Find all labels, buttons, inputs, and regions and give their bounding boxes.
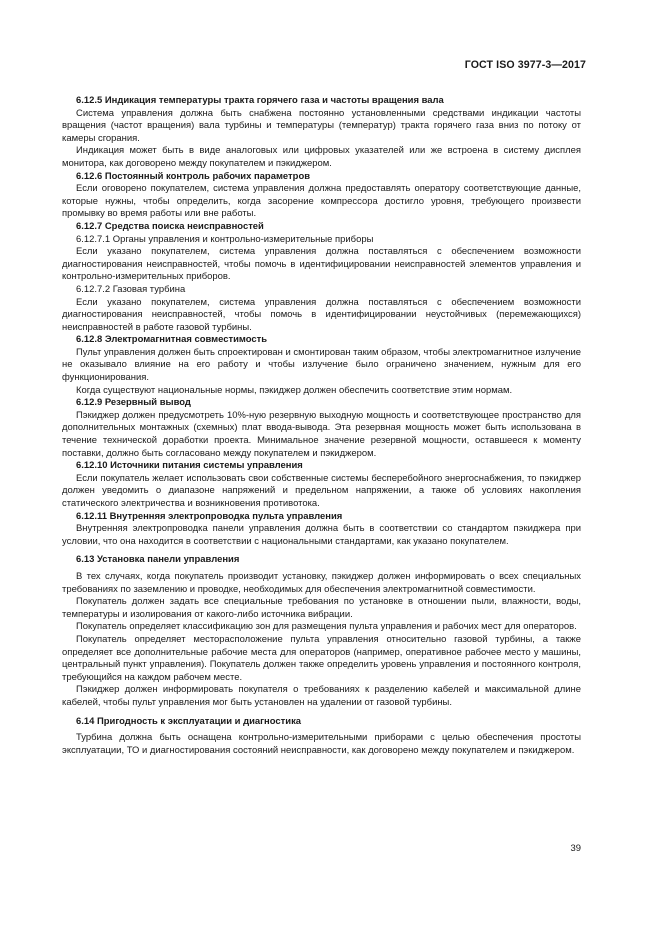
- paragraph: Покупатель должен задать все специальные требования по установке в отношении пыли, влажности, воды, температуры и изолирования от какого-либо источника вибрации.: [62, 596, 581, 620]
- paragraph: Когда существуют национальные нормы, пэкиджер должен обеспечить соответствие этим нормам.: [76, 384, 513, 396]
- paragraph: Турбина должна быть оснащена контрольно-измерительными приборами с целью обеспечения простоты эксплуатации, ТО и диагностирования состояний неисправности, как договорено между покупателем и пэкиджером.: [62, 732, 581, 756]
- subsection-heading-6-12-7-1: 6.12.7.1 Органы управления и контрольно-измерительные приборы: [76, 233, 374, 245]
- paragraph: Пульт управления должен быть спроектирован и смонтирован таким образом, чтобы электромагнитное излучение не оказывало влияние на его работу и чтобы излучение было ограничено значением, нужным для его функционирования.: [62, 346, 581, 384]
- section-heading-6-12-6: 6.12.6 Постоянный контроль рабочих параметров: [76, 170, 311, 182]
- section-heading-6-12-7: 6.12.7 Средства поиска неисправностей: [76, 220, 264, 232]
- paragraph: Если оговорено покупателем, система управления должна предоставлять оператору соответствующие данные, которые нужны, чтобы определить, когда засорение компрессора достигло уровня, требующего произвести промывку во время работы или вне работы.: [62, 183, 581, 220]
- paragraph: Если указано покупателем, система управления должна поставляться с обеспечением возможности диагностирования неисправностей, чтобы помочь в идентифицировании неустойчивых (перемежающихся) неисправностей в работе газовой турбины.: [62, 296, 581, 333]
- paragraph: Пэкиджер должен предусмотреть 10%-ную резервную выходную мощность и соответствующее пространство для дополнительных монтажных (схемных) плат ввода-вывода. Эта резервная мощность может быть использована в течение технической доработки проекта. Минимальное значение резервной мощности, оставшееся к моменту поставки, должно быть согласовано между покупателем и пэкиджером.: [62, 409, 581, 459]
- subsection-heading-6-12-7-2: 6.12.7.2 Газовая турбина: [76, 283, 186, 295]
- paragraph: Индикация может быть в виде аналоговых или цифровых указателей или же встроена в систему дисплея монитора, как договорено между покупателем и пэкиджером.: [62, 145, 581, 169]
- section-heading-6-12-10: 6.12.10 Источники питания системы управления: [76, 460, 303, 472]
- paragraph: В тех случаях, когда покупатель производит установку, пэкиджер должен информировать о всех специальных требованиях по заземлению и проводке, необходимых для обеспечения электромагнитной совместимости.: [62, 570, 581, 595]
- section-heading-6-13: 6.13 Установка панели управления: [76, 554, 240, 566]
- paragraph: Система управления должна быть снабжена постоянно установленными средствами индикации частоты вращения (частот вращения) вала турбины и температуры (температур) тракта горячего газа вниз по потоку от камеры сгорания.: [62, 107, 581, 144]
- section-heading-6-12-8: 6.12.8 Электромагнитная совместимость: [76, 334, 268, 346]
- paragraph: Пэкиджер должен информировать покупателя о требованиях к разделению кабелей и максимальной длине кабелей, чтобы пульт управления мог быть установлен на удалении от газовой турбины.: [62, 684, 581, 708]
- section-heading-6-12-5: 6.12.5 Индикация температуры тракта горячего газа и частоты вращения вала: [76, 95, 444, 106]
- document-body: [62, 95, 581, 757]
- paragraph: Покупатель определяет месторасположение пульта управления относительно газовой турбины, а также определяет все дополнительные рабочие места для операторов (например, оперативное рабочее место у машины, центральный пункт управления). Покупатель должен также определить уровень управления и постоянного контроля, требующийся на каждом рабочем месте.: [62, 633, 581, 683]
- paragraph: Покупатель определяет классификацию зон для размещения пульта управления и рабочих мест для операторов.: [76, 621, 577, 633]
- paragraph: Если покупатель желает использовать свои собственные системы бесперебойного энергоснабжения, то пэкиджер должен уведомить о диапазоне напряжений и предельном напряжении, а также об условиях накопления статического электричества и возникновения противотока.: [62, 472, 581, 509]
- paragraph: Если указано покупателем, система управления должна поставляться с обеспечением возможности диагностирования неисправностей, чтобы помочь в идентифицировании неисправностей элементов управления и контрольно-измерительных приборов.: [62, 246, 581, 283]
- section-heading-6-12-9: 6.12.9 Резервный вывод: [76, 397, 191, 409]
- section-heading-6-14: 6.14 Пригодность к эксплуатации и диагностика: [76, 715, 302, 727]
- section-heading-6-12-11: 6.12.11 Внутренняя электропроводка пульта управления: [76, 510, 343, 522]
- paragraph: Внутренняя электропроводка панели управления должна быть в соответствии со стандартом пэкиджера при условии, что она находится в соответствии с национальными стандартами, как указано покупателем.: [62, 523, 581, 547]
- document-code-header: ГОСТ ISO 3977-3—2017: [464, 59, 586, 71]
- page-number: 39: [570, 843, 581, 854]
